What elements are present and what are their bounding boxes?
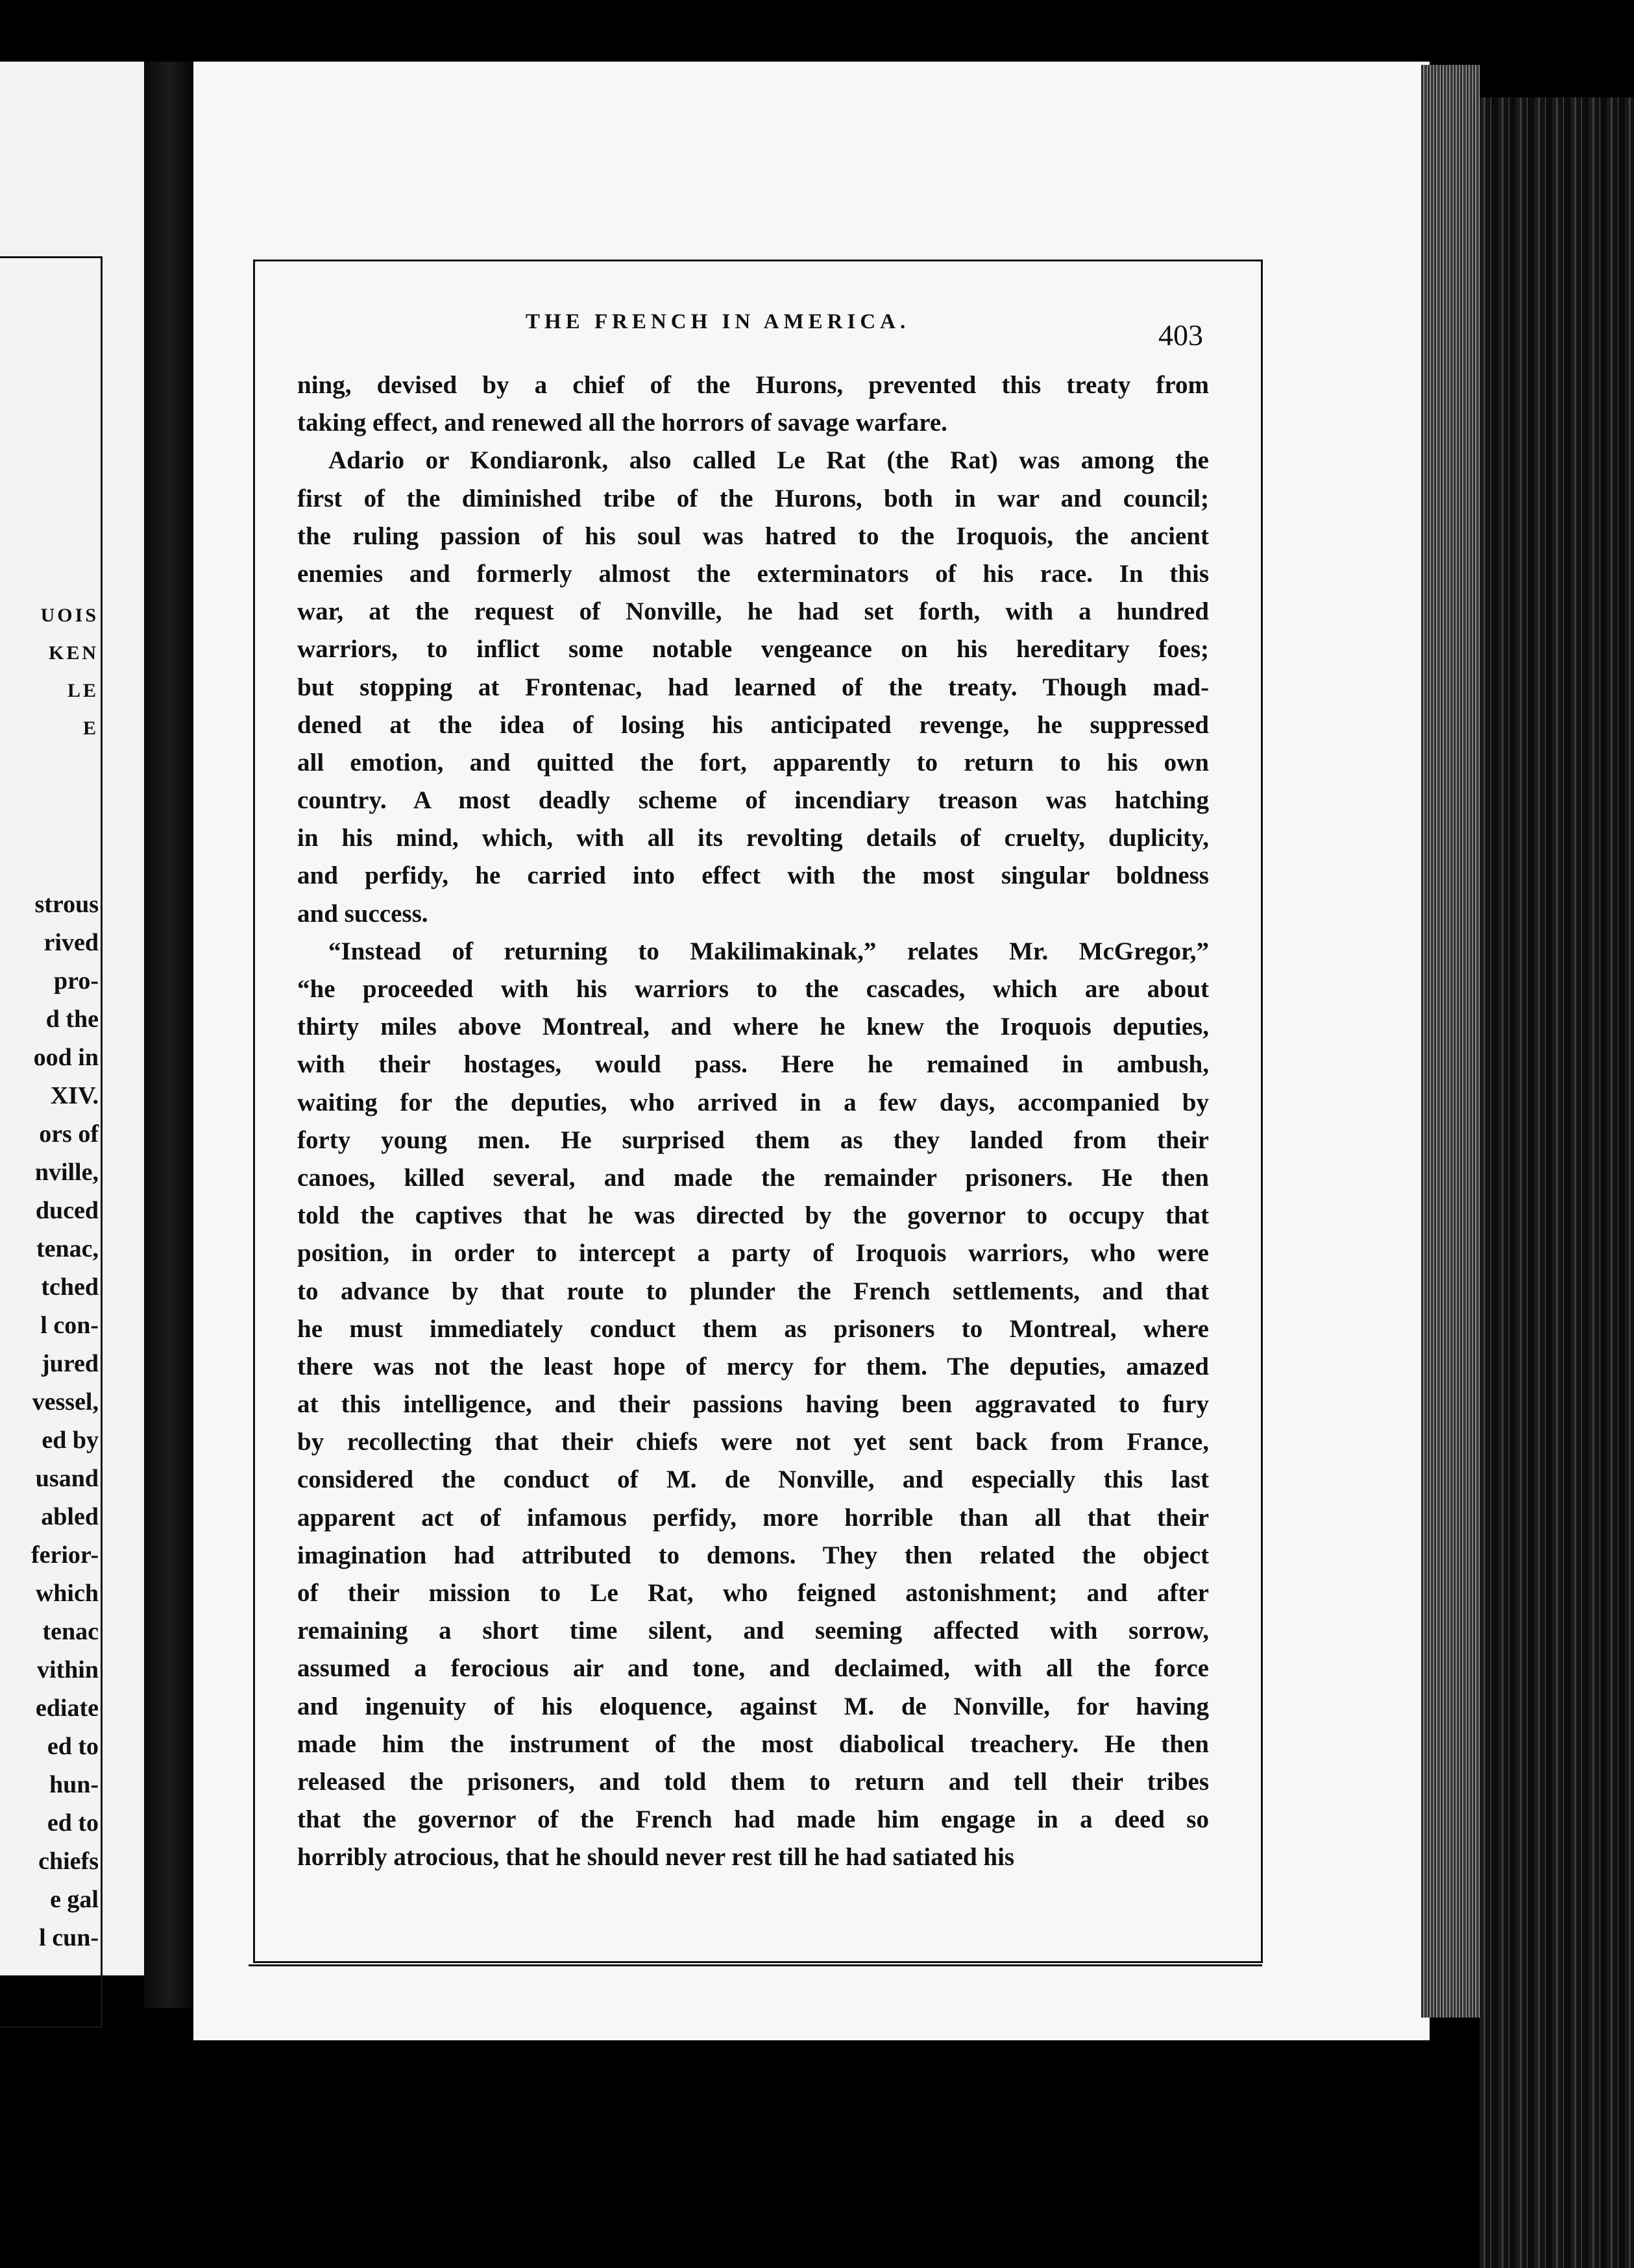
book-gutter (144, 62, 195, 2008)
text-line: enemies and formerly almost the exterminators of his race. In this (297, 559, 1209, 588)
text-line: horribly atrocious, that he should never rest till he had satiated his (297, 1843, 1015, 1872)
text-line: of their mission to Le Rat, who feigned astonishment; and after (297, 1579, 1209, 1607)
text-line: there was not the least hope of mercy for them. The deputies, amazed (297, 1352, 1209, 1381)
left-page-line-fragment: ood in (33, 1044, 99, 1071)
text-line: at this intelligence, and their passions having been aggravated to fury (297, 1390, 1209, 1419)
text-line: waiting for the deputies, who arrived in a few days, accompanied by (297, 1088, 1209, 1116)
left-page-line-fragment: tenac, (36, 1235, 99, 1262)
left-page-caps-fragments (41, 597, 99, 747)
left-page-line-fragment: ed to (47, 1809, 99, 1837)
text-line: and success. (297, 899, 428, 928)
left-page-line-fragment: jured (42, 1350, 99, 1377)
left-page-line-fragment: d the (45, 1006, 99, 1033)
page-frame-bottom-rule (249, 1964, 1262, 1966)
text-line: “Instead of returning to Makilimakinak,” relates Mr. McGregor,” (328, 937, 1209, 965)
text-line: thirty miles above Montreal, and where he knew the Iroquois deputies, (297, 1013, 1209, 1041)
text-line: that the governor of the French had made him engage in a deed so (297, 1805, 1209, 1834)
text-line: first of the diminished tribe of the Hurons, both in war and council; (297, 484, 1209, 513)
page-number: 403 (1158, 319, 1203, 352)
text-line: with their hostages, would pass. Here he remained in ambush, (297, 1050, 1209, 1079)
text-line: apparent act of infamous perfidy, more horrible than all that their (297, 1503, 1209, 1532)
text-line: told the captives that he was directed by the governor to occupy that (297, 1201, 1209, 1230)
left-page-line-fragment: e gal (50, 1886, 99, 1913)
left-page-line-fragment: which (35, 1580, 99, 1607)
text-line: Adario or Kondiaronk, also called Le Rat (the Rat) was among the (328, 446, 1209, 475)
left-page-text-fragments (31, 886, 99, 1957)
text-line: and ingenuity of his eloquence, against M. de Nonville, for having (297, 1692, 1209, 1720)
left-page-line-fragment: XIV. (50, 1082, 99, 1109)
text-line: made him the instrument of the most diabolical treachery. He then (297, 1730, 1209, 1758)
text-line: assumed a ferocious air and tone, and declaimed, with all the force (297, 1654, 1209, 1683)
left-page-caps-line: E (82, 718, 99, 739)
text-line: position, in order to intercept a party of Iroquois warriors, who were (297, 1239, 1209, 1268)
text-line: the ruling passion of his soul was hatred to the Iroquois, the ancient (297, 522, 1209, 550)
text-line: in his mind, which, with all its revolting details of cruelty, duplicity, (297, 824, 1209, 852)
left-page-line-fragment: rived (43, 929, 99, 956)
left-page-line-fragment: vessel, (32, 1388, 99, 1416)
text-line: canoes, killed several, and made the remainder prisoners. He then (297, 1163, 1209, 1192)
left-page-line-fragment: ed by (42, 1427, 99, 1454)
left-page-line-fragment: usand (35, 1465, 99, 1492)
text-line: to advance by that route to plunder the French settlements, and that (297, 1277, 1209, 1305)
text-line: “he proceeded with his warriors to the cascades, which are about (297, 975, 1209, 1003)
left-page-line-fragment: hun- (49, 1771, 99, 1798)
left-page-line-fragment: ferior- (30, 1541, 99, 1569)
left-page-line-fragment: duced (35, 1197, 99, 1224)
left-page-caps-line: LE (67, 680, 99, 701)
text-line: warriors, to inflict some notable vengeance on his hereditary foes; (297, 635, 1209, 664)
text-line: country. A most deadly scheme of incendiary treason was hatching (297, 786, 1209, 815)
left-page-line-fragment: l cun- (39, 1924, 99, 1951)
text-line: but stopping at Frontenac, had learned of the treaty. Though mad- (297, 673, 1209, 701)
text-line: remaining a short time silent, and seeming affected with sorrow, (297, 1617, 1209, 1645)
left-page-line-fragment: ors of (39, 1120, 99, 1148)
text-line: released the prisoners, and told them to return and tell their tribes (297, 1767, 1209, 1796)
left-page-line-fragment: l con- (40, 1312, 99, 1339)
left-page-line-fragment: ediate (35, 1695, 99, 1722)
left-page-line-fragment: abled (41, 1503, 99, 1530)
left-page-line-fragment: pro- (54, 967, 99, 995)
left-page-caps-line: UOIS (40, 605, 99, 626)
text-line: forty young men. He surprised them as they landed from their (297, 1126, 1209, 1154)
page-edges (1421, 65, 1480, 2018)
book-cover-edge (1480, 97, 1634, 2268)
text-line: dened at the idea of losing his anticipated revenge, he suppressed (297, 710, 1209, 739)
left-facing-page (0, 62, 149, 1975)
page-body-text (297, 367, 1209, 1877)
text-line: considered the conduct of M. de Nonville, and especially this last (297, 1466, 1209, 1494)
text-line: and perfidy, he carried into effect with the most singular boldness (297, 862, 1209, 890)
left-page-line-fragment: chiefs (38, 1848, 99, 1875)
left-page-caps-line: KEN (48, 642, 99, 664)
running-head: THE FRENCH IN AMERICA. (526, 310, 910, 333)
text-line: he must immediately conduct them as prisoners to Montreal, where (297, 1314, 1209, 1343)
left-page-line-fragment: ed to (47, 1733, 99, 1760)
left-page-line-fragment: nville, (34, 1159, 99, 1186)
text-line: war, at the request of Nonville, he had set forth, with a hundred (297, 597, 1209, 626)
text-line: ning, devised by a chief of the Hurons, prevented this treaty from (297, 371, 1209, 399)
left-page-line-fragment: strous (34, 891, 99, 918)
text-line: taking effect, and renewed all the horrors of savage warfare. (297, 409, 947, 437)
text-line: imagination had attributed to demons. They then related the object (297, 1541, 1209, 1569)
left-page-line-fragment: tenac (42, 1618, 99, 1645)
left-page-line-fragment: vithin (36, 1656, 99, 1683)
left-page-line-fragment: tched (41, 1273, 99, 1301)
text-line: all emotion, and quitted the fort, apparently to return to his own (297, 748, 1209, 777)
text-line: by recollecting that their chiefs were not yet sent back from France, (297, 1428, 1209, 1456)
